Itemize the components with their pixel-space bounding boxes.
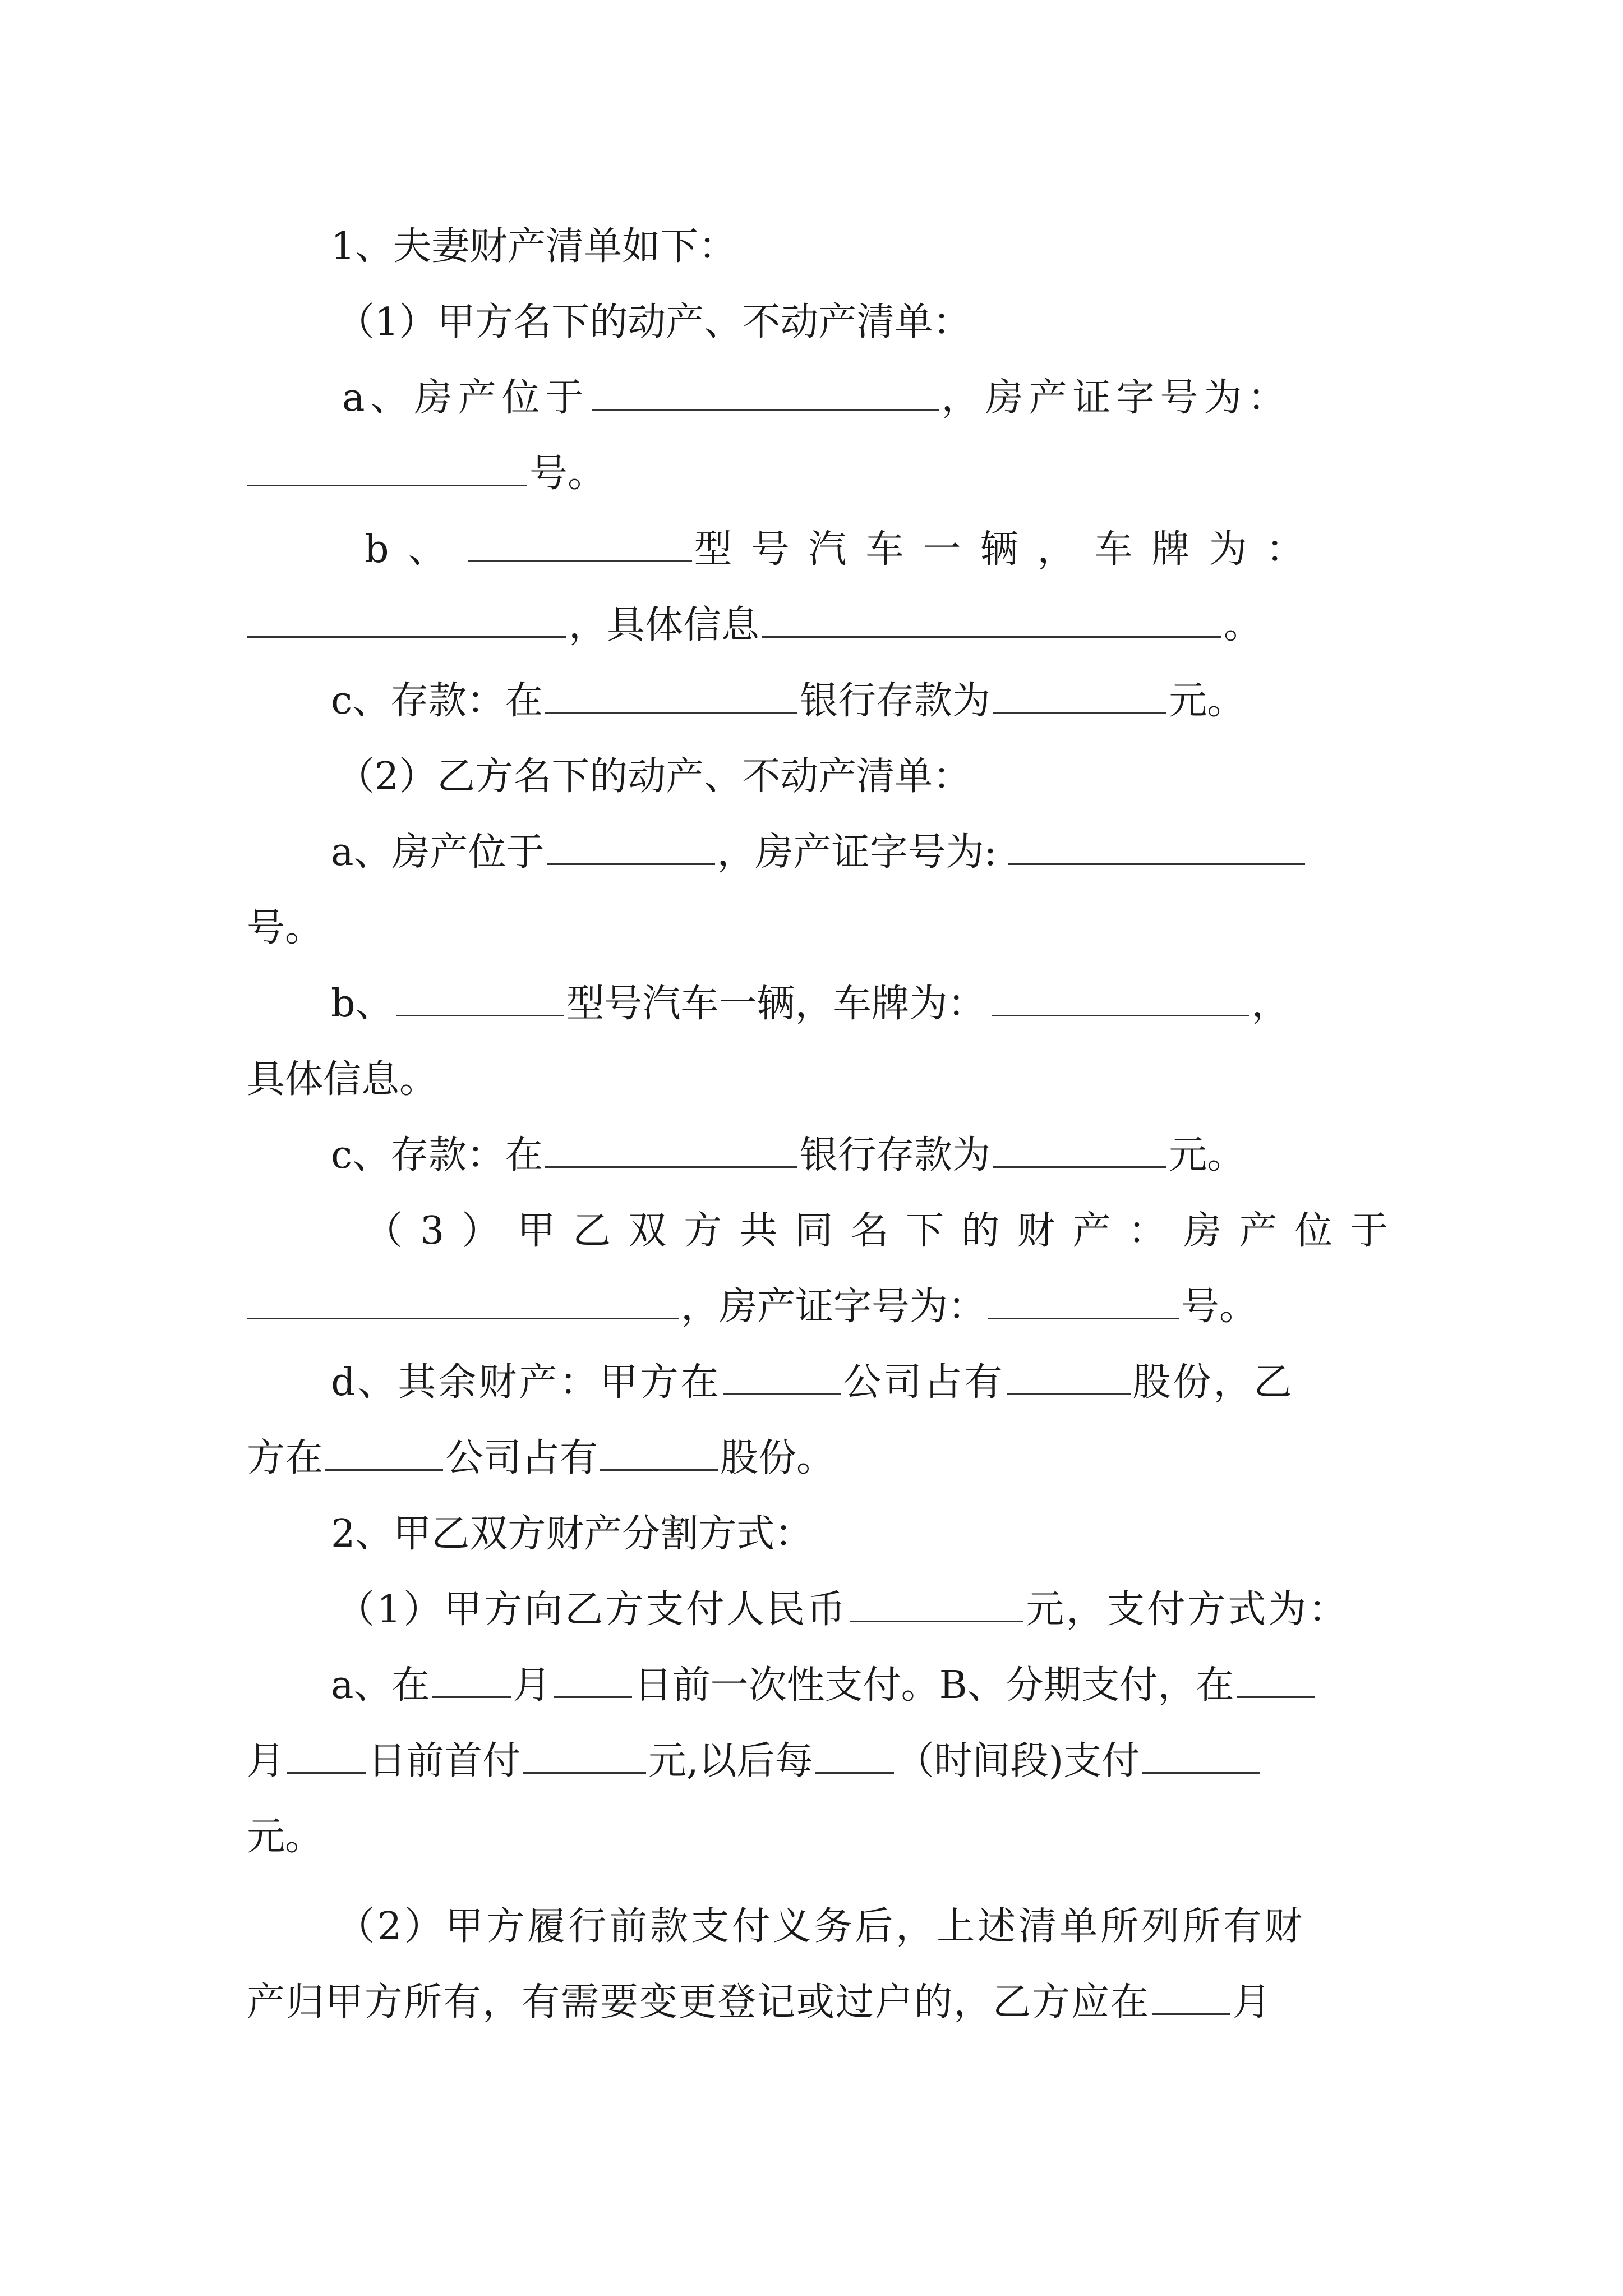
text: 日前首付 (368, 1739, 521, 1783)
section-heading-1 (331, 216, 736, 278)
text: 银行存款为 (800, 1133, 991, 1177)
party-a-house-cert-line (247, 443, 606, 505)
party-a-deposit-line (331, 670, 1245, 732)
text: 元。 (247, 1815, 324, 1859)
party-b-house-line (331, 822, 1307, 884)
blank-field[interactable] (432, 1664, 511, 1698)
party-a-car-info-line (247, 595, 1262, 656)
blank-field[interactable] (993, 1134, 1166, 1168)
blank-field[interactable] (600, 1437, 718, 1471)
text: ，房产证字号为： (681, 1285, 986, 1329)
party-a-house-line (342, 367, 1292, 429)
joint-property-line (365, 1200, 1405, 1262)
text: 型号汽车一辆，车牌为： (694, 527, 1324, 572)
blank-field[interactable] (325, 1437, 443, 1471)
text: （1）甲方向乙方支付人民币 (336, 1588, 848, 1632)
party-b-deposit-line (331, 1125, 1245, 1186)
blank-field[interactable] (247, 604, 566, 638)
blank-field[interactable] (762, 604, 1221, 638)
text: 月 (1233, 1980, 1272, 2024)
blank-field[interactable] (247, 452, 527, 486)
text: 。 (1224, 603, 1262, 647)
blank-field[interactable] (815, 1740, 894, 1774)
text: 号。 (529, 452, 606, 496)
text: 型号汽车一辆，车牌为： (566, 982, 986, 1026)
installment-end (247, 1806, 323, 1868)
text: 公司占有 (445, 1436, 598, 1480)
other-property-line (331, 1352, 1294, 1414)
text: 日前一次性支付。B、分期支付，在 (634, 1663, 1234, 1708)
text: ，具体信息 (569, 603, 760, 647)
blank-field[interactable] (547, 831, 715, 865)
text: （3）甲乙双方共同名下的财产：房产位于 (365, 1209, 1406, 1253)
text: 1、夫妻财产清单如下： (331, 224, 737, 269)
text: 元,以后每 (648, 1739, 813, 1783)
blank-field[interactable] (545, 1134, 797, 1168)
text: （2）乙方名下的动产、不动产清单： (336, 754, 971, 799)
payment-method-line (331, 1655, 1317, 1717)
text: 2、甲乙双方财产分割方式： (331, 1512, 813, 1556)
transfer-clause-line-2 (247, 1972, 1272, 2033)
payment-line (336, 1579, 1349, 1641)
blank-field[interactable] (988, 1285, 1179, 1319)
text: ，房产证字号为： (941, 376, 1292, 420)
text: 方在 (247, 1436, 324, 1480)
text: 号。 (1181, 1285, 1258, 1329)
text: b、 (331, 982, 394, 1026)
party-a-car-line (365, 519, 1324, 581)
party-b-house-cert-end (247, 898, 323, 959)
subheading-party-b-list (336, 746, 971, 808)
blank-field[interactable] (850, 1588, 1023, 1622)
blank-field[interactable] (1008, 831, 1305, 865)
party-b-car-line (331, 973, 1290, 1035)
party-b-car-info-line (247, 1049, 437, 1111)
text: 月 (247, 1739, 285, 1783)
other-property-line-2 (247, 1428, 834, 1489)
text: ，房产证字号为: (717, 830, 997, 875)
blank-field[interactable] (545, 679, 797, 714)
blank-field[interactable] (523, 1740, 646, 1774)
text: 银行存款为 (800, 679, 991, 723)
text: a、房产位于 (331, 830, 545, 875)
blank-field[interactable] (1007, 1361, 1131, 1395)
transfer-clause-line (336, 1896, 1305, 1958)
installment-line (247, 1731, 1262, 1792)
text: 月 (513, 1663, 551, 1708)
blank-field[interactable] (287, 1740, 366, 1774)
blank-field[interactable] (1142, 1740, 1260, 1774)
text: c、存款：在 (331, 1133, 543, 1177)
text: 股份，乙 (1132, 1360, 1294, 1405)
blank-field[interactable] (723, 1361, 841, 1395)
text: d、其余财产：甲方在 (331, 1360, 721, 1405)
section-heading-2 (331, 1503, 813, 1565)
text: a、在 (331, 1663, 430, 1708)
blank-field[interactable] (1237, 1664, 1315, 1698)
text: 股份。 (720, 1436, 835, 1480)
text: c、存款：在 (331, 679, 543, 723)
blank-field[interactable] (247, 1285, 679, 1319)
text: （1）甲方名下的动产、不动产清单： (336, 300, 971, 344)
text: 产归甲方所有，有需要变更登记或过户的，乙方应在 (247, 1980, 1150, 2024)
blank-field[interactable] (992, 982, 1249, 1016)
text: ， (1251, 982, 1290, 1026)
text: 号。 (247, 906, 324, 950)
blank-field[interactable] (1152, 1981, 1230, 2015)
blank-field[interactable] (468, 528, 692, 562)
text: 具体信息。 (247, 1057, 438, 1102)
text: 公司占有 (843, 1360, 1005, 1405)
blank-field[interactable] (396, 982, 564, 1016)
text: a、房产位于 (342, 376, 589, 420)
text: 元。 (1169, 679, 1246, 723)
blank-field[interactable] (554, 1664, 632, 1698)
text: （时间段)支付 (896, 1739, 1140, 1783)
blank-field[interactable] (993, 679, 1166, 714)
joint-property-cert-line (247, 1276, 1257, 1338)
text: 元。 (1169, 1133, 1246, 1177)
text: （2）甲方履行前款支付义务后，上述清单所列所有财 (336, 1904, 1306, 1949)
text: 元，支付方式为： (1026, 1588, 1349, 1632)
text: b、 (365, 527, 465, 572)
subheading-party-a-list (336, 292, 971, 353)
blank-field[interactable] (592, 376, 939, 411)
